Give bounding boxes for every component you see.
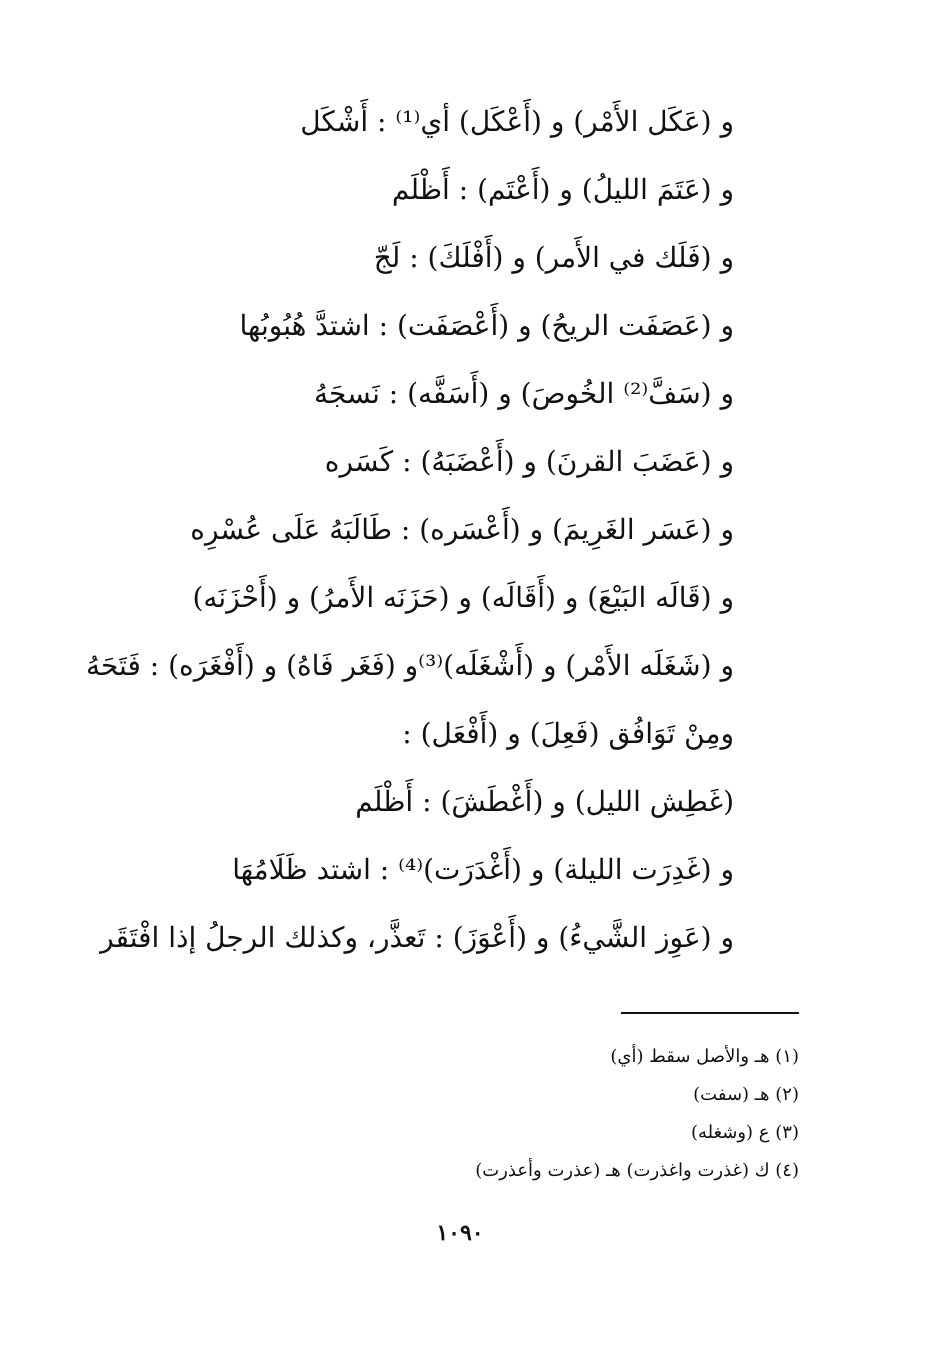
page-number: ١٠٩٠ — [436, 1220, 484, 1246]
text-line: و (شَغَلَه الأَمْر) و (أَشْغَلَه)⁽³⁾و (فَغَر فَاهُ) و (أَفْغَرَه) : فَتَحَهُ — [85, 649, 734, 682]
footnote: (٢) هـ (سفت) — [693, 1084, 799, 1105]
text-line: و (عَكَل الأَمْر) و (أَعْكَل) أي⁽¹⁾ : أَشْكَل — [300, 105, 734, 138]
text-line: و (عَصَفَت الريحُ) و (أَعْصَفَت) : اشتدَّ هُبُوبُها — [239, 309, 734, 342]
footnote: (٤) ك (غذرت واغذرت) هـ (عذرت وأعذرت) — [475, 1160, 799, 1181]
footnote: (١) هـ والأصل سقط (أي) — [610, 1046, 799, 1067]
footnotes-block — [299, 1038, 799, 1190]
text-line: ومِنْ تَوَافُق (فَعِلَ) و (أَفْعَل) : — [402, 717, 734, 750]
text-line: (غَطِش الليل) و (أَغْطَشَ) : أَظْلَم — [355, 785, 734, 818]
text-line: و (عَوِز الشَّيءُ) و (أَعْوَزَ) : تَعذَّر، وكذلك الرجلُ إذا افْتَقَر — [100, 921, 734, 954]
text-line: و (غَدِرَت الليلة) و (أَغْدَرَت)⁽⁴⁾ : اشتد ظَلَامُهَا — [232, 853, 734, 886]
text-line: و (عَضَبَ القرنَ) و (أَعْضَبَهُ) : كَسَره — [324, 445, 734, 478]
text-line: و (عَسَر الغَرِيمَ) و (أَعْسَره) : طَالَبَهُ عَلَى عُسْرِه — [190, 513, 734, 546]
footnote-divider — [621, 1012, 799, 1014]
text-line: و (عَتَمَ الليلُ) و (أَعْتَم) : أَظْلَم — [391, 173, 734, 206]
text-line: و (قَالَه البَيْعَ) و (أَقَالَه) و (حَزَنَه الأَمرُ) و (أَحْزَنَه) — [192, 581, 734, 614]
footnote: (٣) ع (وشغله) — [690, 1122, 799, 1143]
text-line: و (سَفَّ⁽²⁾ الخُوصَ) و (أَسَفَّه) : نَسجَهُ — [314, 377, 734, 410]
main-text-block — [85, 88, 734, 972]
text-line: و (فَلَك في الأَمر) و (أَفْلَكَ) : لَجّ — [373, 241, 734, 274]
